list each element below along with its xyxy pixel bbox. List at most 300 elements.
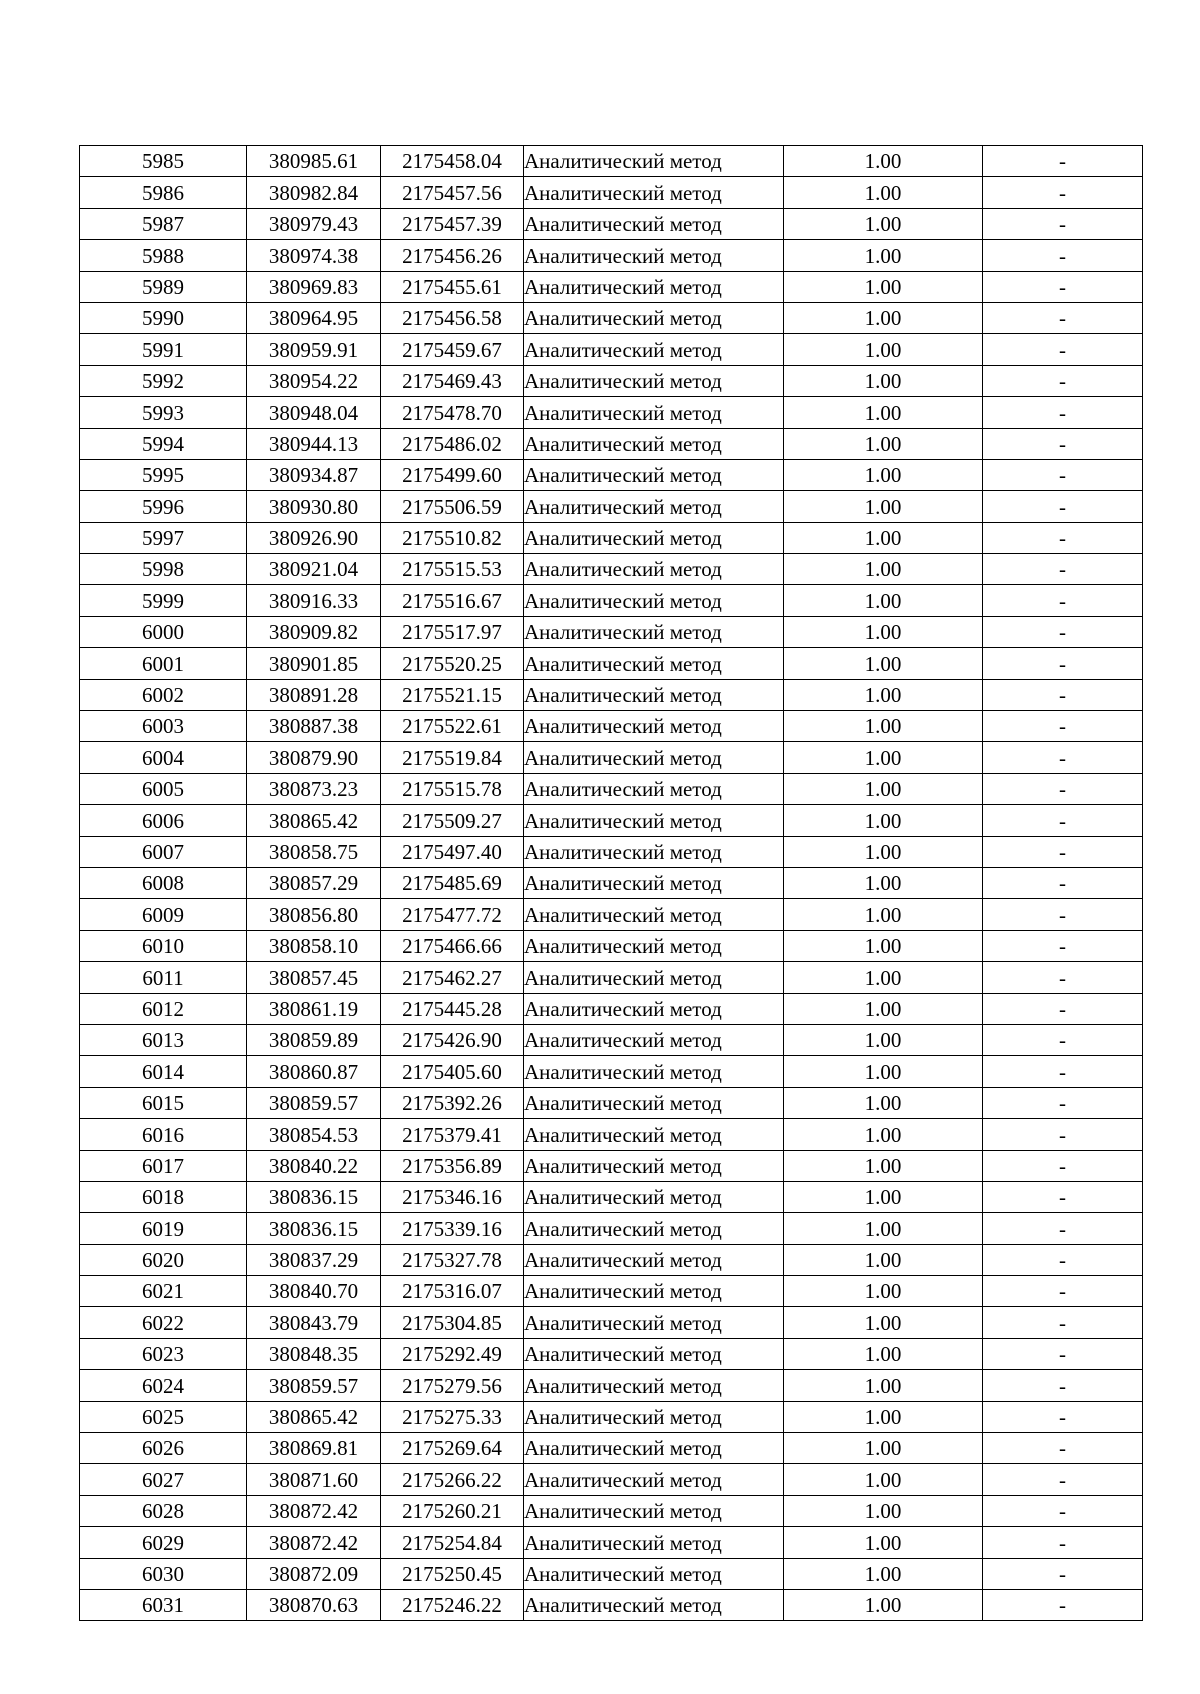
method-cell: Аналитический метод <box>524 1338 784 1369</box>
method-cell: Аналитический метод <box>524 1087 784 1118</box>
x-coordinate-cell: 380954.22 <box>247 365 381 396</box>
point-number-cell: 6022 <box>80 1307 247 1338</box>
y-coordinate-cell: 2175426.90 <box>381 1024 524 1055</box>
method-cell: Аналитический метод <box>524 899 784 930</box>
y-coordinate-cell: 2175292.49 <box>381 1338 524 1369</box>
x-coordinate-cell: 380859.89 <box>247 1024 381 1055</box>
precision-cell: 1.00 <box>784 1338 983 1369</box>
x-coordinate-cell: 380921.04 <box>247 554 381 585</box>
point-number-cell: 6016 <box>80 1119 247 1150</box>
method-cell: Аналитический метод <box>524 1244 784 1275</box>
description-cell: - <box>983 146 1143 177</box>
description-cell: - <box>983 930 1143 961</box>
table-row <box>80 522 1143 553</box>
x-coordinate-cell: 380887.38 <box>247 711 381 742</box>
description-cell: - <box>983 1213 1143 1244</box>
precision-cell: 1.00 <box>784 1024 983 1055</box>
method-cell: Аналитический метод <box>524 742 784 773</box>
description-cell: - <box>983 240 1143 271</box>
point-number-cell: 5991 <box>80 334 247 365</box>
y-coordinate-cell: 2175510.82 <box>381 522 524 553</box>
table-row <box>80 899 1143 930</box>
point-number-cell: 6015 <box>80 1087 247 1118</box>
precision-cell: 1.00 <box>784 365 983 396</box>
method-cell: Аналитический метод <box>524 334 784 365</box>
y-coordinate-cell: 2175455.61 <box>381 271 524 302</box>
method-cell: Аналитический метод <box>524 177 784 208</box>
y-coordinate-cell: 2175246.22 <box>381 1589 524 1620</box>
method-cell: Аналитический метод <box>524 773 784 804</box>
y-coordinate-cell: 2175516.67 <box>381 585 524 616</box>
point-number-cell: 6031 <box>80 1589 247 1620</box>
precision-cell: 1.00 <box>784 1307 983 1338</box>
precision-cell: 1.00 <box>784 648 983 679</box>
x-coordinate-cell: 380969.83 <box>247 271 381 302</box>
x-coordinate-cell: 380879.90 <box>247 742 381 773</box>
precision-cell: 1.00 <box>784 1558 983 1589</box>
precision-cell: 1.00 <box>784 616 983 647</box>
table-row <box>80 1558 1143 1589</box>
table-row <box>80 711 1143 742</box>
point-number-cell: 6017 <box>80 1150 247 1181</box>
point-number-cell: 6010 <box>80 930 247 961</box>
table-row <box>80 836 1143 867</box>
table-row <box>80 585 1143 616</box>
precision-cell: 1.00 <box>784 1181 983 1212</box>
point-number-cell: 6023 <box>80 1338 247 1369</box>
x-coordinate-cell: 380982.84 <box>247 177 381 208</box>
x-coordinate-cell: 380964.95 <box>247 302 381 333</box>
precision-cell: 1.00 <box>784 867 983 898</box>
point-number-cell: 6027 <box>80 1464 247 1495</box>
precision-cell: 1.00 <box>784 334 983 365</box>
table-row <box>80 1024 1143 1055</box>
precision-cell: 1.00 <box>784 1527 983 1558</box>
method-cell: Аналитический метод <box>524 1558 784 1589</box>
x-coordinate-cell: 380901.85 <box>247 648 381 679</box>
point-number-cell: 5992 <box>80 365 247 396</box>
point-number-cell: 6013 <box>80 1024 247 1055</box>
y-coordinate-cell: 2175520.25 <box>381 648 524 679</box>
table-row <box>80 962 1143 993</box>
description-cell: - <box>983 1370 1143 1401</box>
x-coordinate-cell: 380859.57 <box>247 1087 381 1118</box>
y-coordinate-cell: 2175279.56 <box>381 1370 524 1401</box>
table-row <box>80 1338 1143 1369</box>
precision-cell: 1.00 <box>784 679 983 710</box>
method-cell: Аналитический метод <box>524 1150 784 1181</box>
point-number-cell: 5997 <box>80 522 247 553</box>
precision-cell: 1.00 <box>784 397 983 428</box>
table-row <box>80 240 1143 271</box>
description-cell: - <box>983 1276 1143 1307</box>
x-coordinate-cell: 380979.43 <box>247 208 381 239</box>
method-cell: Аналитический метод <box>524 1433 784 1464</box>
precision-cell: 1.00 <box>784 899 983 930</box>
y-coordinate-cell: 2175459.67 <box>381 334 524 365</box>
point-number-cell: 6014 <box>80 1056 247 1087</box>
y-coordinate-cell: 2175346.16 <box>381 1181 524 1212</box>
table-row <box>80 1056 1143 1087</box>
x-coordinate-cell: 380857.29 <box>247 867 381 898</box>
point-number-cell: 6009 <box>80 899 247 930</box>
precision-cell: 1.00 <box>784 930 983 961</box>
x-coordinate-cell: 380930.80 <box>247 491 381 522</box>
x-coordinate-cell: 380857.45 <box>247 962 381 993</box>
description-cell: - <box>983 365 1143 396</box>
x-coordinate-cell: 380871.60 <box>247 1464 381 1495</box>
method-cell: Аналитический метод <box>524 1464 784 1495</box>
precision-cell: 1.00 <box>784 1119 983 1150</box>
description-cell: - <box>983 616 1143 647</box>
table-row <box>80 1150 1143 1181</box>
point-number-cell: 6030 <box>80 1558 247 1589</box>
method-cell: Аналитический метод <box>524 1370 784 1401</box>
description-cell: - <box>983 1527 1143 1558</box>
point-number-cell: 5993 <box>80 397 247 428</box>
y-coordinate-cell: 2175405.60 <box>381 1056 524 1087</box>
method-cell: Аналитический метод <box>524 836 784 867</box>
description-cell: - <box>983 428 1143 459</box>
description-cell: - <box>983 585 1143 616</box>
y-coordinate-cell: 2175497.40 <box>381 836 524 867</box>
x-coordinate-cell: 380836.15 <box>247 1181 381 1212</box>
y-coordinate-cell: 2175316.07 <box>381 1276 524 1307</box>
point-number-cell: 6006 <box>80 805 247 836</box>
method-cell: Аналитический метод <box>524 962 784 993</box>
method-cell: Аналитический метод <box>524 554 784 585</box>
x-coordinate-cell: 380959.91 <box>247 334 381 365</box>
description-cell: - <box>983 1150 1143 1181</box>
x-coordinate-cell: 380854.53 <box>247 1119 381 1150</box>
x-coordinate-cell: 380985.61 <box>247 146 381 177</box>
precision-cell: 1.00 <box>784 1087 983 1118</box>
point-number-cell: 6026 <box>80 1433 247 1464</box>
table-row <box>80 397 1143 428</box>
y-coordinate-cell: 2175356.89 <box>381 1150 524 1181</box>
point-number-cell: 5988 <box>80 240 247 271</box>
point-number-cell: 6029 <box>80 1527 247 1558</box>
table-row <box>80 679 1143 710</box>
x-coordinate-cell: 380872.42 <box>247 1495 381 1526</box>
y-coordinate-cell: 2175327.78 <box>381 1244 524 1275</box>
x-coordinate-cell: 380858.75 <box>247 836 381 867</box>
point-number-cell: 6018 <box>80 1181 247 1212</box>
description-cell: - <box>983 1401 1143 1432</box>
method-cell: Аналитический метод <box>524 1213 784 1244</box>
table-row <box>80 177 1143 208</box>
table-row <box>80 805 1143 836</box>
y-coordinate-cell: 2175392.26 <box>381 1087 524 1118</box>
y-coordinate-cell: 2175458.04 <box>381 146 524 177</box>
point-number-cell: 5985 <box>80 146 247 177</box>
table-row <box>80 1119 1143 1150</box>
method-cell: Аналитический метод <box>524 711 784 742</box>
precision-cell: 1.00 <box>784 302 983 333</box>
method-cell: Аналитический метод <box>524 648 784 679</box>
y-coordinate-cell: 2175445.28 <box>381 993 524 1024</box>
x-coordinate-cell: 380861.19 <box>247 993 381 1024</box>
y-coordinate-cell: 2175379.41 <box>381 1119 524 1150</box>
point-number-cell: 5999 <box>80 585 247 616</box>
table-row <box>80 334 1143 365</box>
precision-cell: 1.00 <box>784 208 983 239</box>
x-coordinate-cell: 380860.87 <box>247 1056 381 1087</box>
y-coordinate-cell: 2175457.56 <box>381 177 524 208</box>
point-number-cell: 5994 <box>80 428 247 459</box>
coordinates-table-body <box>80 146 1143 1621</box>
description-cell: - <box>983 459 1143 490</box>
point-number-cell: 5990 <box>80 302 247 333</box>
point-number-cell: 6007 <box>80 836 247 867</box>
x-coordinate-cell: 380926.90 <box>247 522 381 553</box>
method-cell: Аналитический метод <box>524 146 784 177</box>
description-cell: - <box>983 711 1143 742</box>
y-coordinate-cell: 2175469.43 <box>381 365 524 396</box>
precision-cell: 1.00 <box>784 742 983 773</box>
description-cell: - <box>983 1244 1143 1275</box>
method-cell: Аналитический метод <box>524 208 784 239</box>
x-coordinate-cell: 380869.81 <box>247 1433 381 1464</box>
x-coordinate-cell: 380858.10 <box>247 930 381 961</box>
point-number-cell: 6020 <box>80 1244 247 1275</box>
y-coordinate-cell: 2175250.45 <box>381 1558 524 1589</box>
y-coordinate-cell: 2175478.70 <box>381 397 524 428</box>
method-cell: Аналитический метод <box>524 930 784 961</box>
precision-cell: 1.00 <box>784 1589 983 1620</box>
description-cell: - <box>983 208 1143 239</box>
y-coordinate-cell: 2175486.02 <box>381 428 524 459</box>
method-cell: Аналитический метод <box>524 993 784 1024</box>
description-cell: - <box>983 271 1143 302</box>
precision-cell: 1.00 <box>784 1244 983 1275</box>
description-cell: - <box>983 397 1143 428</box>
coordinates-table <box>79 145 1143 1621</box>
precision-cell: 1.00 <box>784 585 983 616</box>
description-cell: - <box>983 1338 1143 1369</box>
y-coordinate-cell: 2175304.85 <box>381 1307 524 1338</box>
y-coordinate-cell: 2175266.22 <box>381 1464 524 1495</box>
description-cell: - <box>983 554 1143 585</box>
point-number-cell: 6019 <box>80 1213 247 1244</box>
x-coordinate-cell: 380872.09 <box>247 1558 381 1589</box>
table-row <box>80 1401 1143 1432</box>
precision-cell: 1.00 <box>784 240 983 271</box>
method-cell: Аналитический метод <box>524 1527 784 1558</box>
table-row <box>80 1181 1143 1212</box>
table-row <box>80 208 1143 239</box>
precision-cell: 1.00 <box>784 993 983 1024</box>
precision-cell: 1.00 <box>784 177 983 208</box>
method-cell: Аналитический метод <box>524 522 784 553</box>
method-cell: Аналитический метод <box>524 271 784 302</box>
y-coordinate-cell: 2175521.15 <box>381 679 524 710</box>
y-coordinate-cell: 2175515.78 <box>381 773 524 804</box>
x-coordinate-cell: 380891.28 <box>247 679 381 710</box>
x-coordinate-cell: 380843.79 <box>247 1307 381 1338</box>
description-cell: - <box>983 805 1143 836</box>
table-row <box>80 365 1143 396</box>
method-cell: Аналитический метод <box>524 805 784 836</box>
y-coordinate-cell: 2175509.27 <box>381 805 524 836</box>
precision-cell: 1.00 <box>784 711 983 742</box>
description-cell: - <box>983 836 1143 867</box>
point-number-cell: 6005 <box>80 773 247 804</box>
x-coordinate-cell: 380944.13 <box>247 428 381 459</box>
y-coordinate-cell: 2175275.33 <box>381 1401 524 1432</box>
description-cell: - <box>983 1433 1143 1464</box>
description-cell: - <box>983 1558 1143 1589</box>
x-coordinate-cell: 380856.80 <box>247 899 381 930</box>
description-cell: - <box>983 648 1143 679</box>
table-row <box>80 554 1143 585</box>
table-row <box>80 1307 1143 1338</box>
precision-cell: 1.00 <box>784 1401 983 1432</box>
table-row <box>80 1244 1143 1275</box>
y-coordinate-cell: 2175485.69 <box>381 867 524 898</box>
table-row <box>80 930 1143 961</box>
y-coordinate-cell: 2175254.84 <box>381 1527 524 1558</box>
precision-cell: 1.00 <box>784 1433 983 1464</box>
x-coordinate-cell: 380870.63 <box>247 1589 381 1620</box>
x-coordinate-cell: 380873.23 <box>247 773 381 804</box>
x-coordinate-cell: 380872.42 <box>247 1527 381 1558</box>
precision-cell: 1.00 <box>784 1495 983 1526</box>
y-coordinate-cell: 2175462.27 <box>381 962 524 993</box>
method-cell: Аналитический метод <box>524 1181 784 1212</box>
table-row <box>80 1213 1143 1244</box>
table-row <box>80 773 1143 804</box>
table-row <box>80 742 1143 773</box>
table-row <box>80 302 1143 333</box>
precision-cell: 1.00 <box>784 1213 983 1244</box>
y-coordinate-cell: 2175515.53 <box>381 554 524 585</box>
y-coordinate-cell: 2175269.64 <box>381 1433 524 1464</box>
table-row <box>80 867 1143 898</box>
description-cell: - <box>983 1464 1143 1495</box>
table-row <box>80 428 1143 459</box>
method-cell: Аналитический метод <box>524 616 784 647</box>
precision-cell: 1.00 <box>784 491 983 522</box>
method-cell: Аналитический метод <box>524 491 784 522</box>
method-cell: Аналитический метод <box>524 1276 784 1307</box>
x-coordinate-cell: 380865.42 <box>247 1401 381 1432</box>
method-cell: Аналитический метод <box>524 1056 784 1087</box>
precision-cell: 1.00 <box>784 1056 983 1087</box>
precision-cell: 1.00 <box>784 1150 983 1181</box>
description-cell: - <box>983 302 1143 333</box>
precision-cell: 1.00 <box>784 554 983 585</box>
method-cell: Аналитический метод <box>524 1495 784 1526</box>
x-coordinate-cell: 380934.87 <box>247 459 381 490</box>
description-cell: - <box>983 773 1143 804</box>
description-cell: - <box>983 1024 1143 1055</box>
y-coordinate-cell: 2175260.21 <box>381 1495 524 1526</box>
y-coordinate-cell: 2175466.66 <box>381 930 524 961</box>
description-cell: - <box>983 899 1143 930</box>
method-cell: Аналитический метод <box>524 397 784 428</box>
y-coordinate-cell: 2175456.58 <box>381 302 524 333</box>
table-row <box>80 1370 1143 1401</box>
description-cell: - <box>983 1056 1143 1087</box>
description-cell: - <box>983 1307 1143 1338</box>
description-cell: - <box>983 742 1143 773</box>
point-number-cell: 6008 <box>80 867 247 898</box>
table-row <box>80 1495 1143 1526</box>
method-cell: Аналитический метод <box>524 1401 784 1432</box>
precision-cell: 1.00 <box>784 1464 983 1495</box>
table-row <box>80 1087 1143 1118</box>
table-row <box>80 993 1143 1024</box>
y-coordinate-cell: 2175522.61 <box>381 711 524 742</box>
point-number-cell: 5987 <box>80 208 247 239</box>
method-cell: Аналитический метод <box>524 679 784 710</box>
point-number-cell: 6000 <box>80 616 247 647</box>
precision-cell: 1.00 <box>784 805 983 836</box>
y-coordinate-cell: 2175457.39 <box>381 208 524 239</box>
table-row <box>80 1464 1143 1495</box>
method-cell: Аналитический метод <box>524 1589 784 1620</box>
x-coordinate-cell: 380865.42 <box>247 805 381 836</box>
y-coordinate-cell: 2175506.59 <box>381 491 524 522</box>
description-cell: - <box>983 177 1143 208</box>
point-number-cell: 5989 <box>80 271 247 302</box>
description-cell: - <box>983 491 1143 522</box>
x-coordinate-cell: 380909.82 <box>247 616 381 647</box>
method-cell: Аналитический метод <box>524 1024 784 1055</box>
method-cell: Аналитический метод <box>524 585 784 616</box>
y-coordinate-cell: 2175517.97 <box>381 616 524 647</box>
y-coordinate-cell: 2175499.60 <box>381 459 524 490</box>
table-row <box>80 1589 1143 1620</box>
description-cell: - <box>983 1087 1143 1118</box>
precision-cell: 1.00 <box>784 773 983 804</box>
precision-cell: 1.00 <box>784 1276 983 1307</box>
method-cell: Аналитический метод <box>524 428 784 459</box>
table-row <box>80 1276 1143 1307</box>
table-row <box>80 459 1143 490</box>
x-coordinate-cell: 380848.35 <box>247 1338 381 1369</box>
x-coordinate-cell: 380974.38 <box>247 240 381 271</box>
y-coordinate-cell: 2175339.16 <box>381 1213 524 1244</box>
y-coordinate-cell: 2175477.72 <box>381 899 524 930</box>
point-number-cell: 6001 <box>80 648 247 679</box>
table-row <box>80 491 1143 522</box>
point-number-cell: 6011 <box>80 962 247 993</box>
description-cell: - <box>983 1495 1143 1526</box>
table-row <box>80 271 1143 302</box>
x-coordinate-cell: 380916.33 <box>247 585 381 616</box>
table-row <box>80 146 1143 177</box>
point-number-cell: 6002 <box>80 679 247 710</box>
precision-cell: 1.00 <box>784 962 983 993</box>
description-cell: - <box>983 334 1143 365</box>
point-number-cell: 5995 <box>80 459 247 490</box>
method-cell: Аналитический метод <box>524 867 784 898</box>
precision-cell: 1.00 <box>784 459 983 490</box>
description-cell: - <box>983 1181 1143 1212</box>
method-cell: Аналитический метод <box>524 302 784 333</box>
x-coordinate-cell: 380859.57 <box>247 1370 381 1401</box>
method-cell: Аналитический метод <box>524 240 784 271</box>
point-number-cell: 6025 <box>80 1401 247 1432</box>
point-number-cell: 6003 <box>80 711 247 742</box>
precision-cell: 1.00 <box>784 146 983 177</box>
precision-cell: 1.00 <box>784 271 983 302</box>
y-coordinate-cell: 2175519.84 <box>381 742 524 773</box>
method-cell: Аналитический метод <box>524 459 784 490</box>
method-cell: Аналитический метод <box>524 1307 784 1338</box>
